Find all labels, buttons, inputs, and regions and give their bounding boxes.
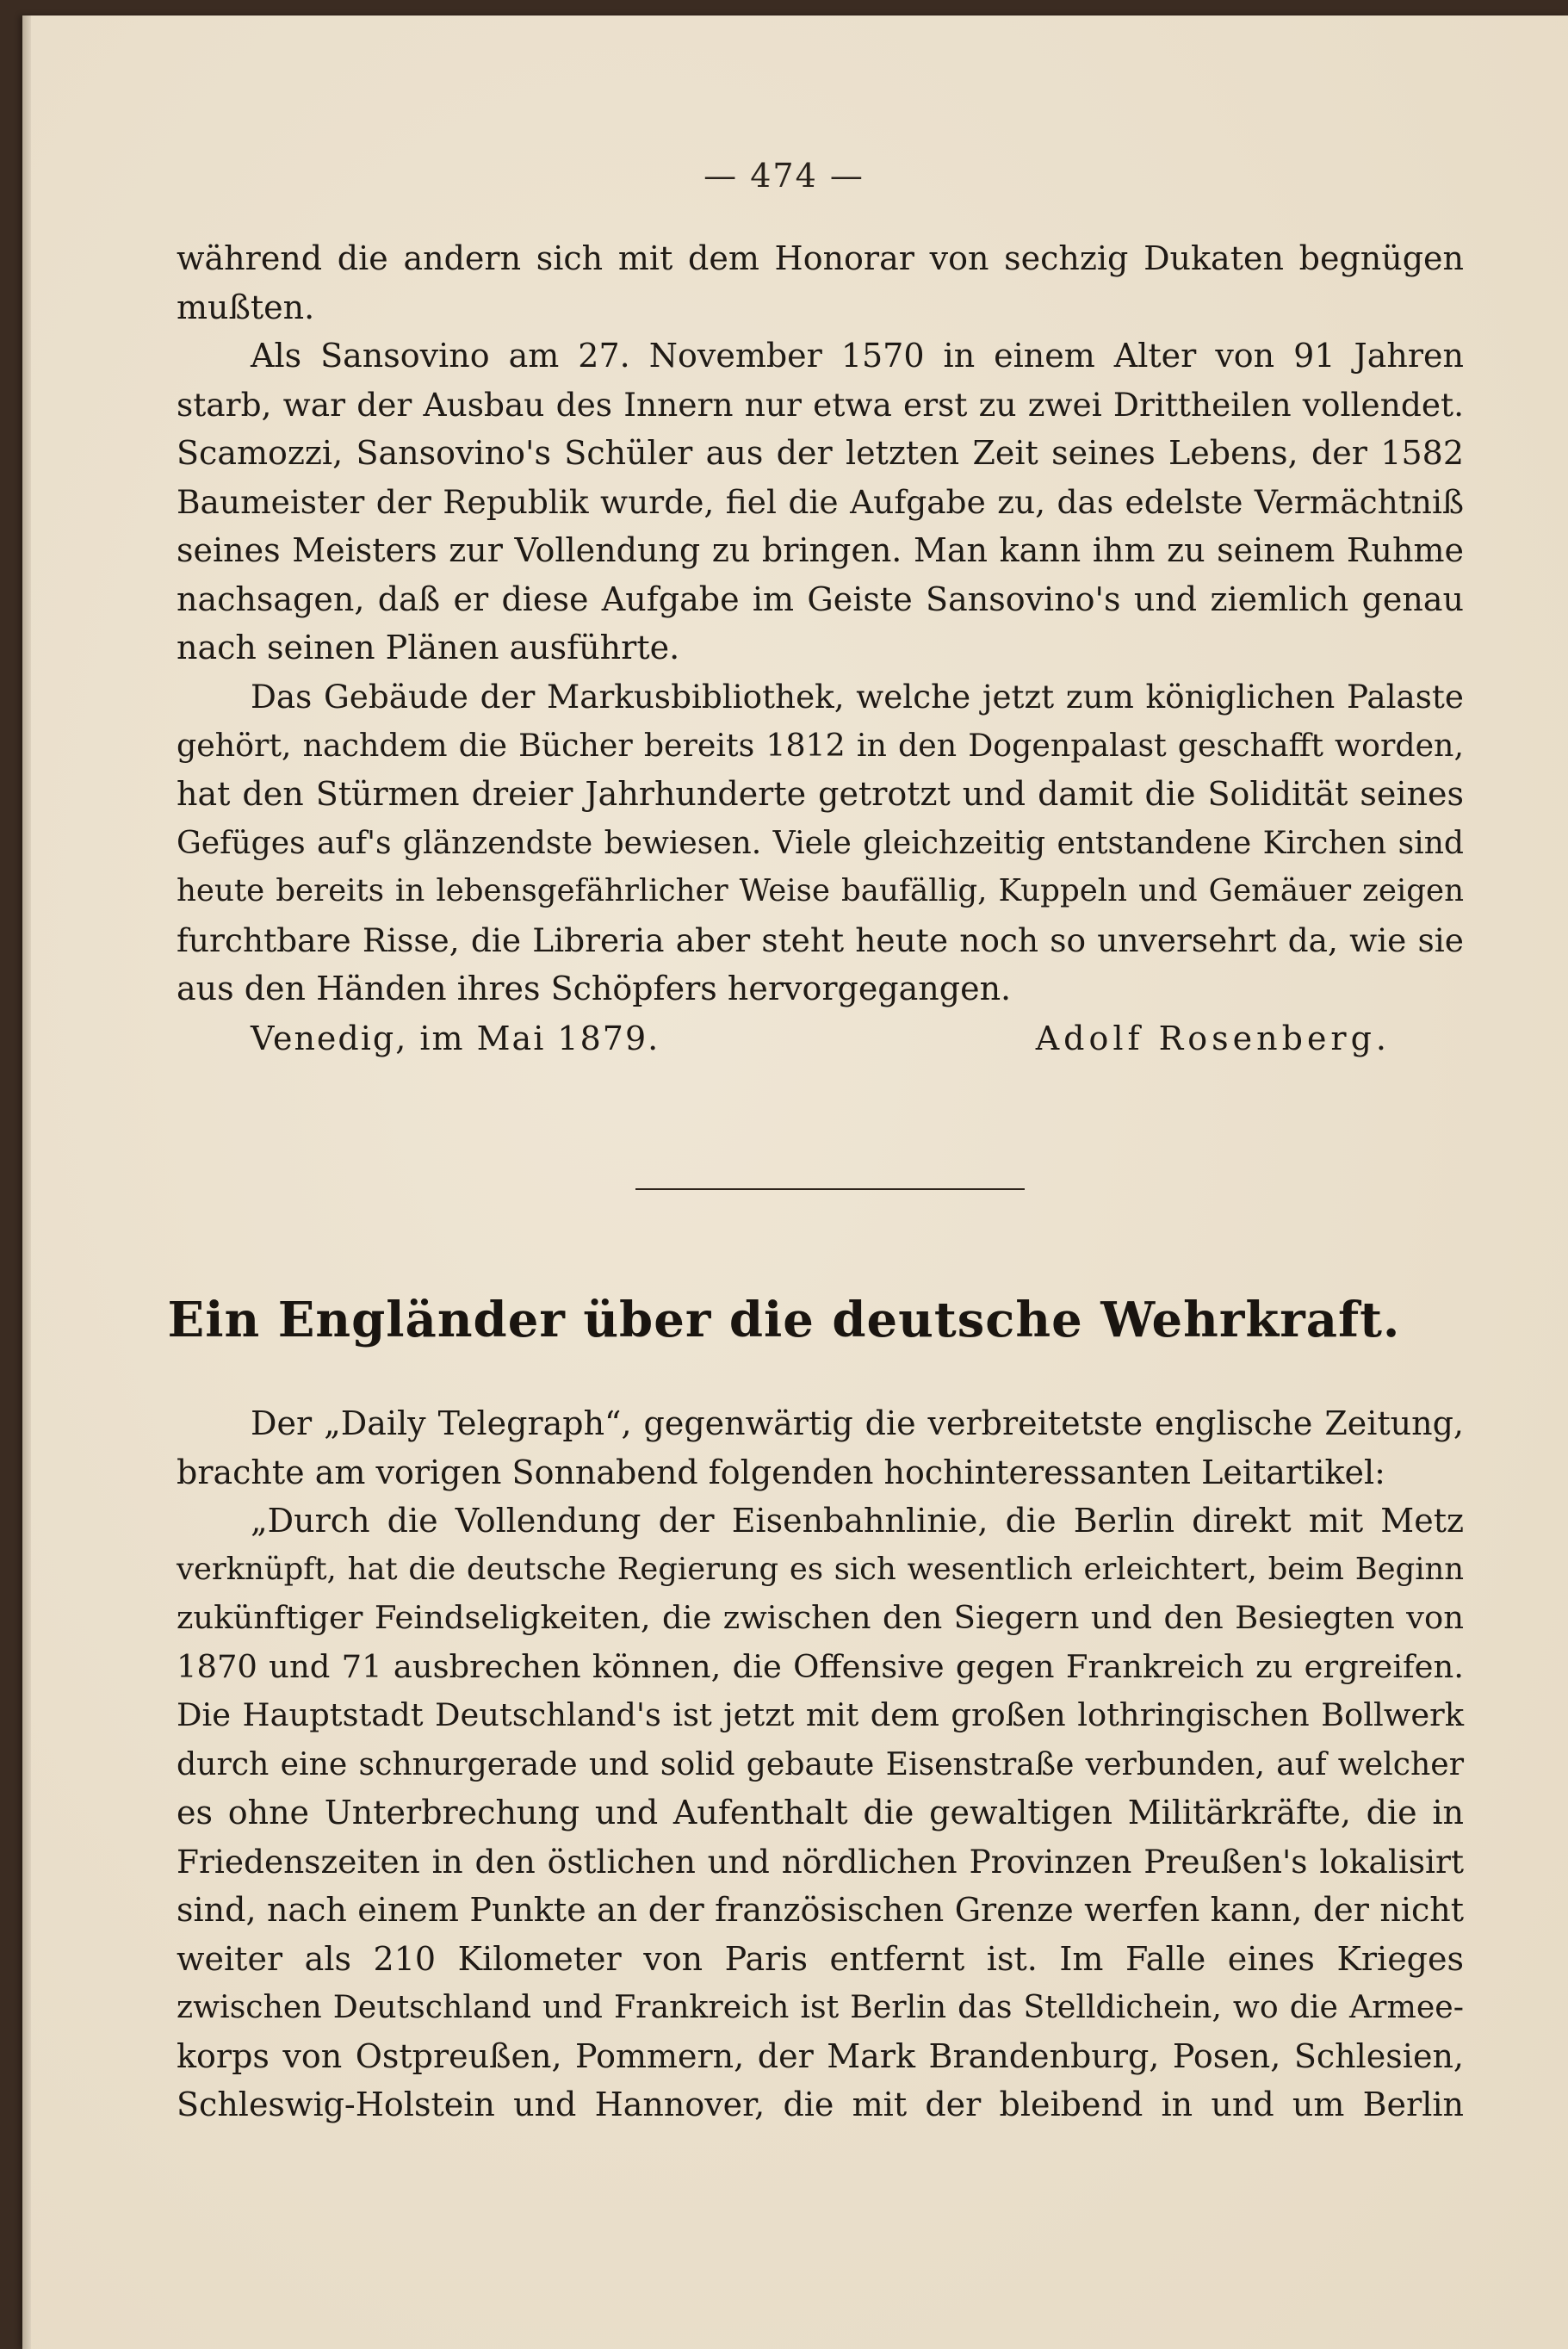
page-edge bbox=[22, 15, 31, 2349]
text-line: gehört, nachdem die Bücher bereits 1812 in den Dogenpalast geschafft worden, bbox=[177, 726, 1464, 764]
text-line: es ohne Unterbrechung und Aufenthalt die gewaltigen Militärkräfte, die in bbox=[177, 1794, 1464, 1831]
paragraph-telegraph bbox=[177, 1399, 1464, 1497]
text-line: sind, nach einem Punkte an der französischen Grenze werfen kann, der nicht bbox=[177, 1891, 1464, 1929]
text-line: Scamozzi, Sansovino's Schüler aus der letzten Zeit seines Lebens, der 1582 bbox=[177, 434, 1464, 472]
paragraph-sansovino bbox=[177, 332, 1464, 672]
text-line: Die Hauptstadt Deutschland's ist jetzt mit dem großen lothringischen Bollwerk bbox=[177, 1696, 1464, 1733]
text-line: korps von Ostpreußen, Pommern, der Mark Brandenburg, Posen, Schlesien, bbox=[177, 2036, 1464, 2075]
section-divider bbox=[635, 1188, 1025, 1190]
text-line: aus den Händen ihres Schöpfers hervorgegangen. bbox=[177, 970, 1012, 1007]
text-line: Als Sansovino am 27. November 1570 in einem Alter von 91 Jahren bbox=[251, 337, 1464, 375]
text-line: weiter als 210 Kilometer von Paris entfernt ist. Im Falle eines Krieges bbox=[177, 1939, 1464, 1978]
text-line: heute bereits in lebensgefährlicher Weise baufällig, Kuppeln und Gemäuer zeigen bbox=[177, 873, 1464, 908]
text-line: Friedenszeiten in den östlichen und nördlichen Provinzen Preußen's lokalisirt bbox=[177, 1842, 1464, 1881]
text-line: Gefüges auf's glänzendste bewiesen. Viele gleichzeitig entstandene Kirchen sind bbox=[177, 824, 1464, 861]
text-line: hat den Stürmen dreier Jahrhunderte getrotzt und damit die Solidität seines bbox=[177, 775, 1464, 813]
text-line: während die andern sich mit dem Honorar von sechzig Dukaten begnügen bbox=[177, 239, 1464, 277]
paragraph-markusbibliothek bbox=[177, 672, 1464, 1013]
signature bbox=[177, 1014, 1391, 1063]
text-line: seines Meisters zur Vollendung zu bringen. Man kann ihm zu seinem Ruhme bbox=[177, 531, 1464, 569]
article-heading: Ein Engländer über die deutsche Wehrkraft. bbox=[167, 1292, 1401, 1348]
text-line: „Durch die Vollendung der Eisenbahnlinie, die Berlin direkt mit Metz bbox=[251, 1502, 1464, 1540]
text-line: Baumeister der Republik wurde, fiel die Aufgabe zu, das edelste Vermächtniß bbox=[177, 482, 1464, 521]
text-line: zwischen Deutschland und Frankreich ist Berlin das Stelldichein, wo die Armee- bbox=[177, 1988, 1464, 2025]
text-line: Der „Daily Telegraph“, gegenwärtig die verbreitetste englische Zeitung, bbox=[251, 1404, 1464, 1442]
text-line: nach seinen Plänen ausführte. bbox=[177, 629, 680, 666]
signature-place-date: Venedig, im Mai 1879. bbox=[251, 1020, 660, 1057]
paragraph-continuation bbox=[177, 234, 1464, 332]
text-line: zukünftiger Feindseligkeiten, die zwischen den Siegern und den Besiegten von bbox=[177, 1599, 1464, 1636]
signature-author: Adolf Rosenberg. bbox=[1035, 1020, 1391, 1057]
text-line: durch eine schnurgerade und solid gebaute Eisenstraße verbunden, auf welcher bbox=[177, 1745, 1464, 1782]
text-line: verknüpft, hat die deutsche Regierung es sich wesentlich erleichtert, beim Beginn bbox=[177, 1551, 1464, 1587]
paragraph-quote bbox=[177, 1497, 1464, 2129]
text-line: brachte am vorigen Sonnabend folgenden hochinteressanten Leitartikel: bbox=[177, 1453, 1385, 1491]
text-line: Das Gebäude der Markusbibliothek, welche jetzt zum königlichen Palaste bbox=[251, 678, 1464, 716]
text-line: nachsagen, daß er diese Aufgabe im Geiste Sansovino's und ziemlich genau bbox=[177, 580, 1464, 618]
text-line: 1870 und 71 ausbrechen können, die Offensive gegen Frankreich zu ergreifen. bbox=[177, 1647, 1464, 1685]
text-line: mußten. bbox=[177, 288, 315, 326]
text-line: Schleswig-Holstein und Hannover, die mit der bleibend in und um Berlin bbox=[177, 2086, 1464, 2123]
page-number: — 474 — bbox=[703, 157, 865, 195]
text-line: starb, war der Ausbau des Innern nur etwa erst zu zwei Drittheilen vollendet. bbox=[177, 385, 1464, 424]
text-line: furchtbare Risse, die Libreria aber steht heute noch so unversehrt da, wie sie bbox=[177, 920, 1464, 959]
